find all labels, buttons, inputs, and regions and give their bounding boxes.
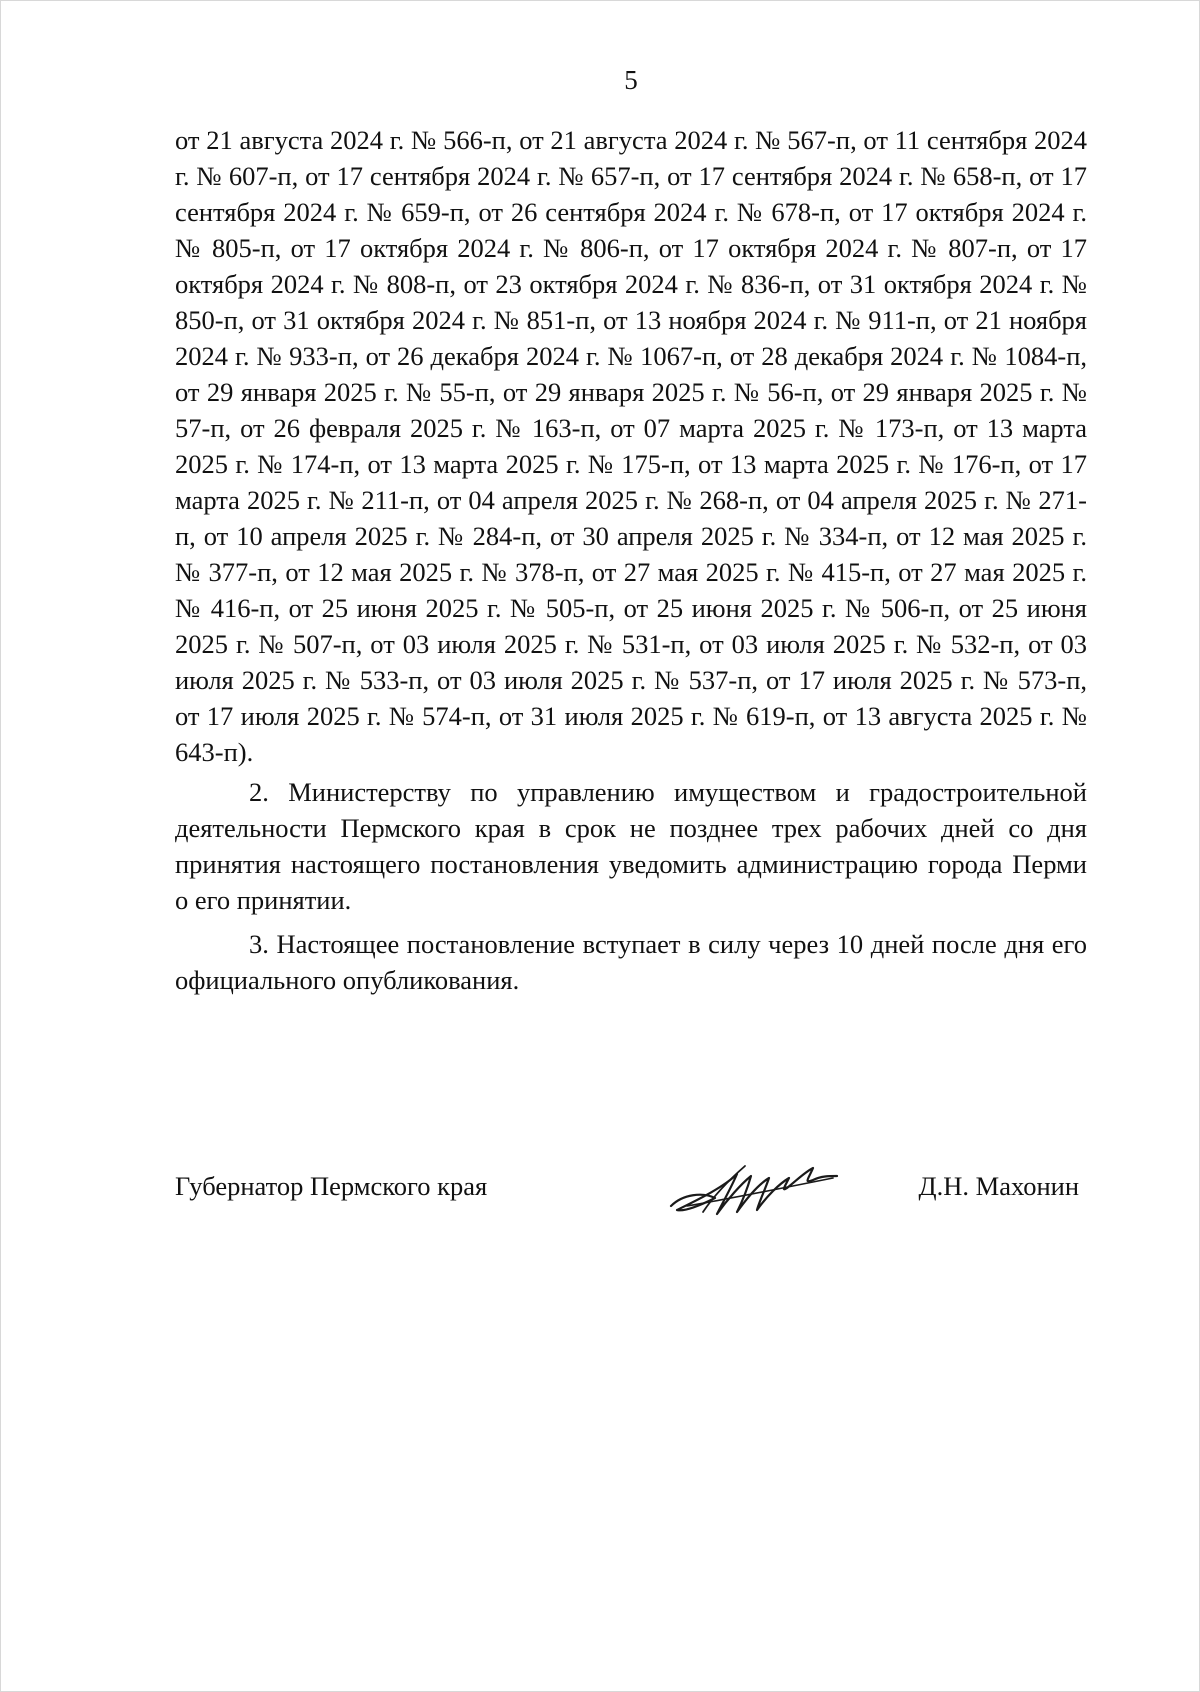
signature-block: [175, 1162, 1087, 1222]
signatory-position: Губернатор Пермского края: [175, 1171, 488, 1201]
page-number: 5: [624, 65, 638, 95]
signatory-name: Д.Н. Махонин: [918, 1171, 1079, 1201]
paragraph-item-3: 3. Настоящее постановление вступает в силу через 10 дней после дня его официального опубликования.: [175, 929, 1087, 995]
handwritten-signature: [663, 1154, 843, 1224]
document-body: [175, 122, 1087, 998]
paragraph-amendments-list: от 21 августа 2024 г. № 566-п, от 21 августа 2024 г. № 567-п, от 11 сентября 2024 г. № 607-п, от 17 сентября 2024 г. № 657-п, от 17 сентября 2024 г. № 658-п, от 17 сентября 2024 г. № 659-п, от 26 сентября 2024 г. № 678-п, от 17 октября 2024 г. № 805-п, от 17 октября 2024 г. № 806-п, от 17 октября 2024 г. № 807-п, от 17 октября 2024 г. № 808-п, от 23 октября 2024 г. № 836-п, от 31 октября 2024 г. № 850-п, от 31 октября 2024 г. № 851-п, от 13 ноября 2024 г. № 911-п, от 21 ноября 2024 г. № 933-п, от 26 декабря 2024 г. № 1067-п, от 28 декабря 2024 г. № 1084-п, от 29 января 2025 г. № 55-п, от 29 января 2025 г. № 56-п, от 29 января 2025 г. № 57-п, от 26 февраля 2025 г. № 163-п, от 07 марта 2025 г. № 173-п, от 13 марта 2025 г. № 174-п, от 13 марта 2025 г. № 175-п, от 13 марта 2025 г. № 176-п, от 17 марта 2025 г. № 211-п, от 04 апреля 2025 г. № 268-п, от 04 апреля 2025 г. № 271-п, от 10 апреля 2025 г. № 284-п, от 30 апреля 2025 г. № 334-п, от 12 мая 2025 г. № 377-п, от 12 мая 2025 г. № 378-п, от 27 мая 2025 г. № 415-п, от 27 мая 2025 г. № 416-п, от 25 июня 2025 г. № 505-п, от 25 июня 2025 г. № 506-п, от 25 июня 2025 г. № 507-п, от 03 июля 2025 г. № 531-п, от 03 июля 2025 г. № 532-п, от 03 июля 2025 г. № 533-п, от 03 июля 2025 г. № 537-п, от 17 июля 2025 г. № 573-п, от 17 июля 2025 г. № 574-п, от 31 июля 2025 г. № 619-п, от 13 августа 2025 г. № 643-п).: [175, 125, 1087, 767]
paragraph-item-2: 2. Министерству по управлению имуществом и градостроительной деятельности Пермского края в срок не позднее трех рабочих дней со дня принятия настоящего постановления уведомить администрацию города Перми о его принятии.: [175, 777, 1087, 915]
